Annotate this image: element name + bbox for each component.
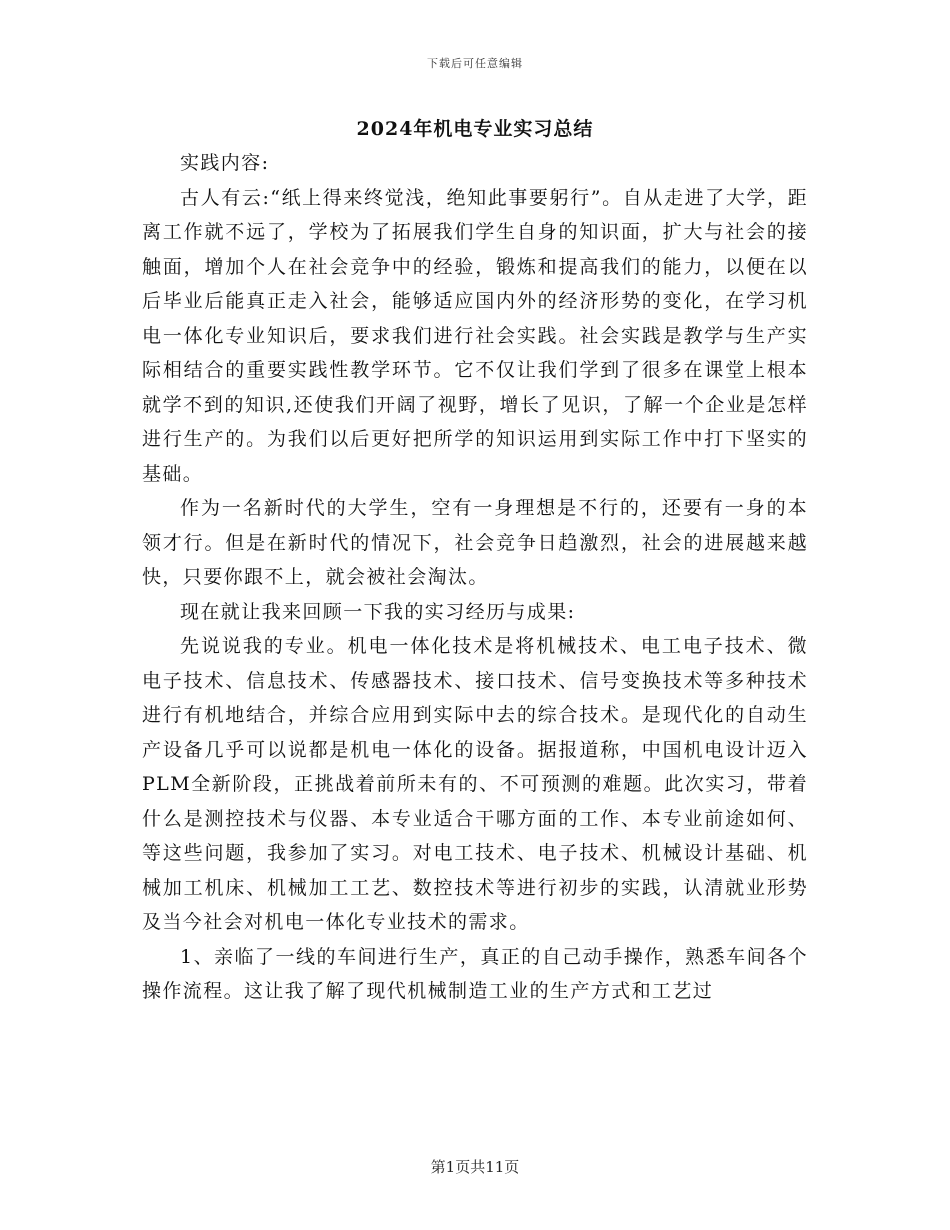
paragraph-review: 现在就让我来回顾一下我的实习经历与成果: xyxy=(180,600,576,623)
document-body xyxy=(142,146,808,1009)
paragraph-item-1: 1、亲临了一线的车间进行生产，真正的自己动手操作，熟悉车间各个操作流程。这让我了解了现代机械制造工业的生产方式和工艺过 xyxy=(142,945,808,1002)
header-note: 下载后可任意编辑 xyxy=(427,57,523,70)
paragraph-introduction: 古人有云:“纸上得来终觉浅，绝知此事要躬行”。自从走进了大学，距离工作就不远了，学校为了拓展我们学生自身的知识面，扩大与社会的接触面，增加个人在社会竞争中的经验，锻炼和提高我们的能力，以便在以后毕业后能真正走入社会，能够适应国内外的经济形势的变化，在学习机电一体化专业知识后，要求我们进行社会实践。社会实践是教学与生产实际相结合的重要实践性教学环节。它不仅让我们学到了很多在课堂上根本就学不到的知识,还使我们开阔了视野，增长了见识，了解一个企业是怎样进行生产的。为我们以后更好把所学的知识运用到实际工作中打下坚实的基础。 xyxy=(142,186,808,485)
page-footer: 第1页共11页 xyxy=(430,1158,520,1176)
paragraph-practice-content: 实践内容: xyxy=(180,152,270,174)
document-title: 2024年机电专业实习总结 xyxy=(356,118,594,140)
paragraph-modern-student: 作为一名新时代的大学生，空有一身理想是不行的，还要有一身的本领才行。但是在新时代的情况下，社会竞争日趋激烈，社会的进展越来越快，只要你跟不上，就会被社会淘汰。 xyxy=(142,497,808,588)
paragraph-major: 先说说我的专业。机电一体化技术是将机械技术、电工电子技术、微电子技术、信息技术、传感器技术、接口技术、信号变换技术等多种技术进行有机地结合，并综合应用到实际中去的综合技术。是现代化的自动生产设备几乎可以说都是机电一体化的设备。据报道称，中国机电设计迈入PLM全新阶段，正挑战着前所未有的、不可预测的难题。此次实习，带着什么是测控技术与仪器、本专业适合干哪方面的工作、本专业前途如何、等这些问题，我参加了实习。对电工技术、电子技术、机械设计基础、机械加工机床、机械加工工艺、数控技术等进行初步的实践，认清就业形势及当今社会对机电一体化专业技术的需求。 xyxy=(142,635,808,933)
